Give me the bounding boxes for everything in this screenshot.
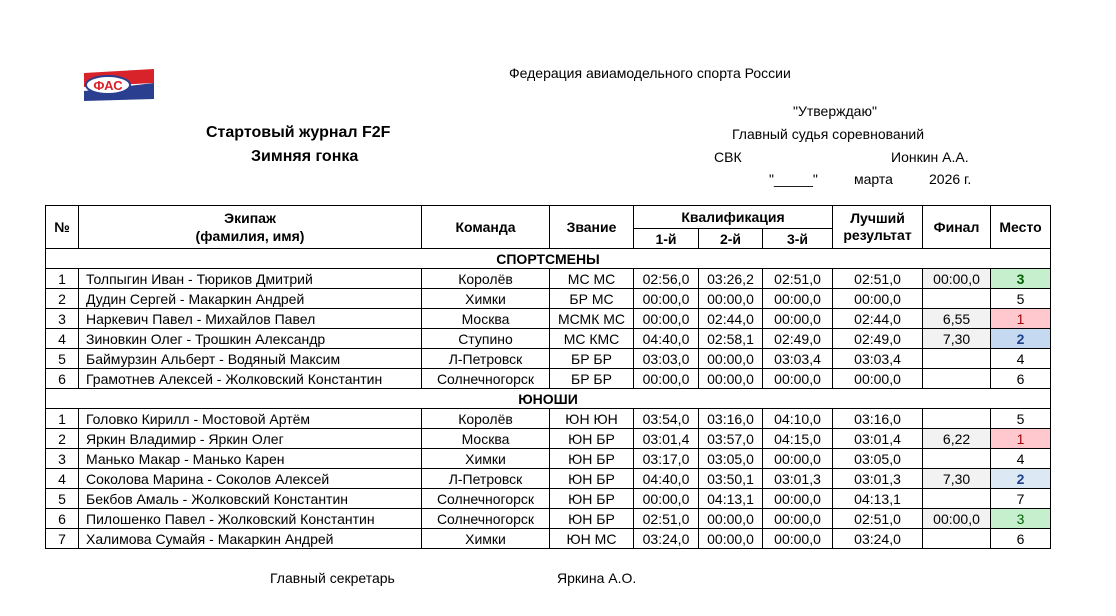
cell-q3: 00:00,0 (763, 509, 833, 529)
cell-q2: 04:13,1 (699, 489, 763, 509)
cell-q2: 00:00,0 (699, 509, 763, 529)
cell-q1: 03:54,0 (634, 409, 699, 429)
cell-q3: 02:49,0 (763, 329, 833, 349)
cell-num: 5 (46, 489, 79, 509)
start-journal-table (45, 205, 1051, 549)
table-row (46, 529, 1051, 549)
cell-team: Москва (422, 309, 550, 329)
cell-q2: 03:50,1 (699, 469, 763, 489)
section-title: ЮНОШИ (46, 389, 1051, 409)
cell-num: 3 (46, 449, 79, 469)
cell-crew: Толпыгин Иван - Тюриков Дмитрий (79, 269, 422, 289)
cell-q2: 00:00,0 (699, 369, 763, 389)
table-row (46, 469, 1051, 489)
cell-place: 3 (991, 509, 1051, 529)
cell-best: 02:51,0 (833, 269, 923, 289)
table-row (46, 489, 1051, 509)
cell-q3: 00:00,0 (763, 449, 833, 469)
cell-num: 1 (46, 269, 79, 289)
header-rank: Звание (550, 206, 634, 249)
cell-best: 03:01,3 (833, 469, 923, 489)
header-crew: Экипаж (фамилия, имя) (79, 206, 422, 249)
cell-best: 02:49,0 (833, 329, 923, 349)
cell-q2: 03:26,2 (699, 269, 763, 289)
header-place: Место (991, 206, 1051, 249)
table-row (46, 309, 1051, 329)
cell-rank: ЮН БР (550, 429, 634, 449)
cell-crew: Соколова Марина - Соколов Алексей (79, 469, 422, 489)
cell-rank: ЮН БР (550, 469, 634, 489)
cell-q1: 04:40,0 (634, 329, 699, 349)
date-day: "_____" (769, 171, 818, 187)
cell-rank: ЮН БР (550, 489, 634, 509)
table-row (46, 369, 1051, 389)
cell-q1: 02:51,0 (634, 509, 699, 529)
header-q3: 3-й (763, 229, 833, 249)
cell-rank: БР БР (550, 349, 634, 369)
chief-judge-name: Ионкин А.А. (891, 149, 969, 165)
cell-crew: Пилошенко Павел - Жолковский Константин (79, 509, 422, 529)
header-num: № (46, 206, 79, 249)
secretary-title: Главный секретарь (270, 570, 395, 586)
header-q2: 2-й (699, 229, 763, 249)
cell-num: 2 (46, 289, 79, 309)
cell-team: Солнечногорск (422, 509, 550, 529)
cell-final (923, 529, 991, 549)
section-row (46, 249, 1051, 269)
federation-name: Федерация авиамодельного спорта России (509, 65, 791, 81)
cell-team: Солнечногорск (422, 489, 550, 509)
cell-best: 03:16,0 (833, 409, 923, 429)
cell-q3: 03:01,3 (763, 469, 833, 489)
cell-place: 4 (991, 449, 1051, 469)
cell-best: 02:51,0 (833, 509, 923, 529)
header-team: Команда (422, 206, 550, 249)
cell-q1: 00:00,0 (634, 489, 699, 509)
cell-num: 4 (46, 469, 79, 489)
cell-final (923, 409, 991, 429)
cell-crew: Манько Макар - Манько Карен (79, 449, 422, 469)
cell-q1: 02:56,0 (634, 269, 699, 289)
cell-q2: 02:58,1 (699, 329, 763, 349)
section-title: СПОРТСМЕНЫ (46, 249, 1051, 269)
cell-final: 7,30 (923, 469, 991, 489)
header-best: Лучший результат (833, 206, 923, 249)
cell-num: 6 (46, 509, 79, 529)
approve-label: "Утверждаю" (793, 103, 877, 119)
cell-num: 3 (46, 309, 79, 329)
cell-final: 00:00,0 (923, 509, 991, 529)
cell-place: 3 (991, 269, 1051, 289)
cell-q1: 03:24,0 (634, 529, 699, 549)
cell-q3: 02:51,0 (763, 269, 833, 289)
cell-q1: 03:03,0 (634, 349, 699, 369)
cell-place: 5 (991, 289, 1051, 309)
table-row (46, 329, 1051, 349)
cell-q1: 00:00,0 (634, 289, 699, 309)
table-row (46, 349, 1051, 369)
cell-place: 2 (991, 469, 1051, 489)
date-year: 2026 г. (929, 171, 972, 187)
cell-crew: Грамотнев Алексей - Жолковский Константин (79, 369, 422, 389)
cell-q2: 02:44,0 (699, 309, 763, 329)
section-row (46, 389, 1051, 409)
cell-crew: Наркевич Павел - Михайлов Павел (79, 309, 422, 329)
cell-num: 2 (46, 429, 79, 449)
cell-rank: ЮН БР (550, 509, 634, 529)
cell-q2: 03:16,0 (699, 409, 763, 429)
cell-rank: БР БР (550, 369, 634, 389)
cell-rank: МСМК МС (550, 309, 634, 329)
cell-team: Л-Петровск (422, 349, 550, 369)
cell-num: 4 (46, 329, 79, 349)
cell-place: 2 (991, 329, 1051, 349)
cell-crew: Дудин Сергей - Макаркин Андрей (79, 289, 422, 309)
cell-rank: БР МС (550, 289, 634, 309)
cell-q3: 00:00,0 (763, 369, 833, 389)
cell-final: 00:00,0 (923, 269, 991, 289)
cell-q3: 04:15,0 (763, 429, 833, 449)
cell-team: Химки (422, 529, 550, 549)
cell-place: 4 (991, 349, 1051, 369)
table-row (46, 429, 1051, 449)
cell-best: 03:05,0 (833, 449, 923, 469)
cell-q3: 03:03,4 (763, 349, 833, 369)
cell-rank: ЮН БР (550, 449, 634, 469)
page-subtitle: Зимняя гонка (251, 148, 359, 165)
cell-rank: ЮН МС (550, 529, 634, 549)
cell-q2: 03:57,0 (699, 429, 763, 449)
table-row (46, 509, 1051, 529)
cell-num: 1 (46, 409, 79, 429)
cell-q3: 00:00,0 (763, 289, 833, 309)
chief-judge-title: Главный судья соревнований (732, 126, 925, 142)
cell-team: Ступино (422, 329, 550, 349)
cell-q2: 00:00,0 (699, 529, 763, 549)
cell-team: Солнечногорск (422, 369, 550, 389)
svg-text:ФАС: ФАС (93, 78, 123, 93)
cell-q1: 04:40,0 (634, 469, 699, 489)
cell-best: 03:01,4 (833, 429, 923, 449)
cell-num: 6 (46, 369, 79, 389)
cell-q2: 00:00,0 (699, 289, 763, 309)
cell-q3: 00:00,0 (763, 489, 833, 509)
cell-team: Королёв (422, 409, 550, 429)
cell-best: 02:44,0 (833, 309, 923, 329)
cell-place: 6 (991, 529, 1051, 549)
header-qualification: Квалификация (634, 206, 833, 229)
page-title: Стартовый журнал F2F (206, 124, 391, 141)
cell-q1: 00:00,0 (634, 309, 699, 329)
cell-best: 00:00,0 (833, 369, 923, 389)
cell-q2: 03:05,0 (699, 449, 763, 469)
cell-final: 6,55 (923, 309, 991, 329)
cell-num: 5 (46, 349, 79, 369)
cell-final: 7,30 (923, 329, 991, 349)
cell-team: Л-Петровск (422, 469, 550, 489)
cell-rank: МС МС (550, 269, 634, 289)
date-month: марта (854, 171, 893, 187)
header-final: Финал (923, 206, 991, 249)
cell-final (923, 349, 991, 369)
table-row (46, 449, 1051, 469)
cell-q3: 00:00,0 (763, 529, 833, 549)
cell-place: 5 (991, 409, 1051, 429)
cell-best: 03:24,0 (833, 529, 923, 549)
table-row (46, 269, 1051, 289)
cell-place: 1 (991, 429, 1051, 449)
cell-final (923, 369, 991, 389)
cell-team: Химки (422, 449, 550, 469)
cell-crew: Зиновкин Олег - Трошкин Александр (79, 329, 422, 349)
cell-crew: Головко Кирилл - Мостовой Артём (79, 409, 422, 429)
competition-category: СВК (714, 149, 742, 165)
cell-best: 03:03,4 (833, 349, 923, 369)
cell-crew: Халимова Сумайя - Макаркин Андрей (79, 529, 422, 549)
cell-crew: Бекбов Амаль - Жолковский Константин (79, 489, 422, 509)
cell-place: 6 (991, 369, 1051, 389)
cell-final: 6,22 (923, 429, 991, 449)
cell-crew: Баймурзин Альберт - Водяный Максим (79, 349, 422, 369)
cell-best: 00:00,0 (833, 289, 923, 309)
cell-q3: 00:00,0 (763, 309, 833, 329)
cell-rank: ЮН ЮН (550, 409, 634, 429)
cell-q2: 00:00,0 (699, 349, 763, 369)
cell-place: 1 (991, 309, 1051, 329)
cell-team: Химки (422, 289, 550, 309)
cell-place: 7 (991, 489, 1051, 509)
secretary-name: Яркина А.О. (557, 570, 637, 586)
header-q1: 1-й (634, 229, 699, 249)
cell-q1: 03:01,4 (634, 429, 699, 449)
table-row (46, 409, 1051, 429)
cell-crew: Яркин Владимир - Яркин Олег (79, 429, 422, 449)
cell-best: 04:13,1 (833, 489, 923, 509)
cell-final (923, 289, 991, 309)
cell-rank: МС КМС (550, 329, 634, 349)
cell-final (923, 489, 991, 509)
cell-q1: 00:00,0 (634, 369, 699, 389)
cell-team: Королёв (422, 269, 550, 289)
cell-q1: 03:17,0 (634, 449, 699, 469)
cell-final (923, 449, 991, 469)
federation-logo (84, 69, 154, 101)
cell-q3: 04:10,0 (763, 409, 833, 429)
cell-num: 7 (46, 529, 79, 549)
table-row (46, 289, 1051, 309)
cell-team: Москва (422, 429, 550, 449)
